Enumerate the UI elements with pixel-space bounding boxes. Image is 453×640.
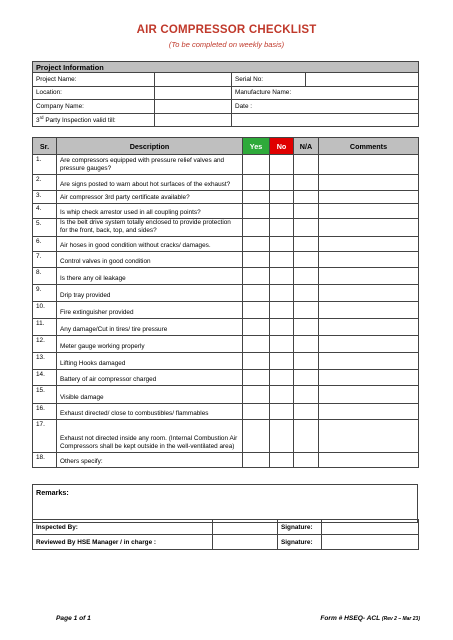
yes-checkbox[interactable] <box>243 175 270 191</box>
row-description: Any damage/Cut in tires/ tire pressure <box>57 319 243 336</box>
na-checkbox[interactable] <box>294 404 319 420</box>
yes-checkbox[interactable] <box>243 204 270 219</box>
col-sr-header: Sr. <box>33 138 57 155</box>
third-party-field[interactable] <box>155 113 232 127</box>
company-name-label: Company Name: <box>33 100 155 114</box>
checklist-row <box>33 386 419 404</box>
no-checkbox[interactable] <box>270 175 294 191</box>
na-checkbox[interactable] <box>294 285 319 302</box>
company-name-field[interactable] <box>155 100 232 114</box>
row-number: 8. <box>33 268 57 285</box>
row-description: Is there any oil leakage <box>57 268 243 285</box>
reviewed-by-field[interactable] <box>213 535 278 550</box>
yes-checkbox[interactable] <box>243 237 270 252</box>
na-checkbox[interactable] <box>294 204 319 219</box>
third-party-label: 3rd Party Inspection valid till: <box>33 113 155 127</box>
checklist-row <box>33 319 419 336</box>
col-comments-header: Comments <box>319 138 419 155</box>
checklist-row <box>33 302 419 319</box>
na-checkbox[interactable] <box>294 155 319 175</box>
no-checkbox[interactable] <box>270 204 294 219</box>
inspected-by-label: Inspected By: <box>33 520 213 535</box>
row-number: 18. <box>33 453 57 468</box>
comments-field[interactable] <box>319 353 419 370</box>
row-description: Is whip check arrestor used in all coupling points? <box>57 204 243 219</box>
row-description: Drip tray provided <box>57 285 243 302</box>
yes-checkbox[interactable] <box>243 285 270 302</box>
na-checkbox[interactable] <box>294 336 319 353</box>
comments-field[interactable] <box>319 404 419 420</box>
row-description: Are signs posted to warn about hot surfaces of the exhaust? <box>57 175 243 191</box>
project-name-field[interactable] <box>155 73 232 87</box>
na-checkbox[interactable] <box>294 386 319 404</box>
row-description: Battery of air compressor charged <box>57 370 243 386</box>
na-checkbox[interactable] <box>294 237 319 252</box>
remarks-field[interactable]: Remarks: <box>33 485 418 523</box>
comments-field[interactable] <box>319 302 419 319</box>
row-description: Air compressor 3rd party certificate available? <box>57 191 243 204</box>
row-number: 9. <box>33 285 57 302</box>
yes-checkbox[interactable] <box>243 386 270 404</box>
row-description: Control valves in good condition <box>57 252 243 268</box>
na-checkbox[interactable] <box>294 191 319 204</box>
checklist-row <box>33 252 419 268</box>
row-number: 5. <box>33 219 57 237</box>
checklist-row <box>33 204 419 219</box>
no-checkbox[interactable] <box>270 370 294 386</box>
comments-field[interactable] <box>319 370 419 386</box>
row-description: Exhaust not directed inside any room. (Internal Combustion Air Compressors shall be kept outside in the well-ventilated area) <box>57 420 243 453</box>
comments-field[interactable] <box>319 219 419 237</box>
row-number: 2. <box>33 175 57 191</box>
na-checkbox[interactable] <box>294 319 319 336</box>
signoff-table <box>32 519 419 550</box>
yes-checkbox[interactable] <box>243 191 270 204</box>
no-checkbox[interactable] <box>270 302 294 319</box>
checklist-row <box>33 268 419 285</box>
serial-no-field[interactable] <box>306 73 419 87</box>
row-number: 11. <box>33 319 57 336</box>
checklist-row <box>33 420 419 453</box>
comments-field[interactable] <box>319 285 419 302</box>
yes-checkbox[interactable] <box>243 404 270 420</box>
col-yes-header: Yes <box>243 138 270 155</box>
checklist-row <box>33 175 419 191</box>
comments-field[interactable] <box>319 191 419 204</box>
checklist-row <box>33 155 419 175</box>
row-number: 16. <box>33 404 57 420</box>
yes-checkbox[interactable] <box>243 453 270 468</box>
col-no-header: No <box>270 138 294 155</box>
comments-field[interactable] <box>319 386 419 404</box>
comments-field[interactable] <box>319 204 419 219</box>
no-checkbox[interactable] <box>270 386 294 404</box>
row-description: Meter gauge working properly <box>57 336 243 353</box>
row-description: Fire extinguisher provided <box>57 302 243 319</box>
signature-field[interactable] <box>322 520 419 535</box>
row-description: Others specify: <box>57 453 243 468</box>
row-description: Air hoses in good condition without cracks/ damages. <box>57 237 243 252</box>
yes-checkbox[interactable] <box>243 420 270 453</box>
comments-field[interactable] <box>319 453 419 468</box>
yes-checkbox[interactable] <box>243 219 270 237</box>
row-number: 15. <box>33 386 57 404</box>
signature2-label: Signature: <box>278 535 322 550</box>
date-label: Date : <box>232 100 419 114</box>
inspected-by-field[interactable] <box>213 520 278 535</box>
yes-checkbox[interactable] <box>243 252 270 268</box>
comments-field[interactable] <box>319 175 419 191</box>
checklist-row <box>33 370 419 386</box>
row-description: Lifting Hooks damaged <box>57 353 243 370</box>
project-info-table <box>32 61 419 127</box>
checklist-row <box>33 191 419 204</box>
no-checkbox[interactable] <box>270 319 294 336</box>
col-description-header: Description <box>57 138 243 155</box>
project-name-label: Project Name: <box>33 73 155 87</box>
comments-field[interactable] <box>319 336 419 353</box>
comments-field[interactable] <box>319 155 419 175</box>
no-checkbox[interactable] <box>270 285 294 302</box>
na-checkbox[interactable] <box>294 302 319 319</box>
signature2-field[interactable] <box>322 535 419 550</box>
page-number: Page 1 of 1 <box>56 615 91 622</box>
row-number: 14. <box>33 370 57 386</box>
comments-field[interactable] <box>319 268 419 285</box>
yes-checkbox[interactable] <box>243 353 270 370</box>
yes-checkbox[interactable] <box>243 319 270 336</box>
col-na-header: N/A <box>294 138 319 155</box>
checklist-row <box>33 453 419 468</box>
na-checkbox[interactable] <box>294 175 319 191</box>
checklist-row <box>33 336 419 353</box>
na-checkbox[interactable] <box>294 252 319 268</box>
manufacture-name-label: Manufacture Name: <box>232 86 419 100</box>
row-number: 6. <box>33 237 57 252</box>
checklist-row <box>33 219 419 237</box>
page-subtitle: (To be completed on weekly basis) <box>168 40 285 49</box>
reviewed-by-label: Reviewed By HSE Manager / in charge : <box>33 535 213 550</box>
checklist-row <box>33 404 419 420</box>
no-checkbox[interactable] <box>270 155 294 175</box>
remarks-table <box>32 484 418 523</box>
yes-checkbox[interactable] <box>243 155 270 175</box>
location-field[interactable] <box>155 86 232 100</box>
row-description: Is the belt drive system totally enclosed to provide protection for the front, back, top, and sides? <box>57 219 243 237</box>
row-number: 17. <box>33 420 57 453</box>
third-party-blank <box>232 113 419 127</box>
comments-field[interactable] <box>319 237 419 252</box>
checklist-row <box>33 285 419 302</box>
row-number: 3. <box>33 191 57 204</box>
na-checkbox[interactable] <box>294 420 319 453</box>
yes-checkbox[interactable] <box>243 268 270 285</box>
row-number: 10. <box>33 302 57 319</box>
row-description: Visible damage <box>57 386 243 404</box>
row-number: 4. <box>33 204 57 219</box>
no-checkbox[interactable] <box>270 268 294 285</box>
row-number: 7. <box>33 252 57 268</box>
no-checkbox[interactable] <box>270 237 294 252</box>
na-checkbox[interactable] <box>294 370 319 386</box>
no-checkbox[interactable] <box>270 404 294 420</box>
row-number: 1. <box>33 155 57 175</box>
comments-field[interactable] <box>319 319 419 336</box>
row-number: 13. <box>33 353 57 370</box>
no-checkbox[interactable] <box>270 219 294 237</box>
no-checkbox[interactable] <box>270 336 294 353</box>
na-checkbox[interactable] <box>294 219 319 237</box>
form-number: Form # HSEQ- ACL (Rev 2 – Mar 23) <box>320 615 420 622</box>
na-checkbox[interactable] <box>294 353 319 370</box>
na-checkbox[interactable] <box>294 268 319 285</box>
row-description: Are compressors equipped with pressure relief valves and pressure gauges? <box>57 155 243 175</box>
checklist-row <box>33 237 419 252</box>
no-checkbox[interactable] <box>270 191 294 204</box>
serial-no-label: Serial No: <box>232 73 306 87</box>
na-checkbox[interactable] <box>294 453 319 468</box>
comments-field[interactable] <box>319 420 419 453</box>
location-label: Location: <box>33 86 155 100</box>
page-title: AIR COMPRESSOR CHECKLIST <box>136 24 317 36</box>
yes-checkbox[interactable] <box>243 302 270 319</box>
no-checkbox[interactable] <box>270 420 294 453</box>
no-checkbox[interactable] <box>270 353 294 370</box>
no-checkbox[interactable] <box>270 252 294 268</box>
row-description: Exhaust directed/ close to combustibles/ flammables <box>57 404 243 420</box>
project-info-header: Project Information <box>33 62 419 73</box>
checklist-table <box>32 137 419 468</box>
comments-field[interactable] <box>319 252 419 268</box>
signature-label: Signature: <box>278 520 322 535</box>
no-checkbox[interactable] <box>270 453 294 468</box>
checklist-row <box>33 353 419 370</box>
row-number: 12. <box>33 336 57 353</box>
yes-checkbox[interactable] <box>243 336 270 353</box>
yes-checkbox[interactable] <box>243 370 270 386</box>
